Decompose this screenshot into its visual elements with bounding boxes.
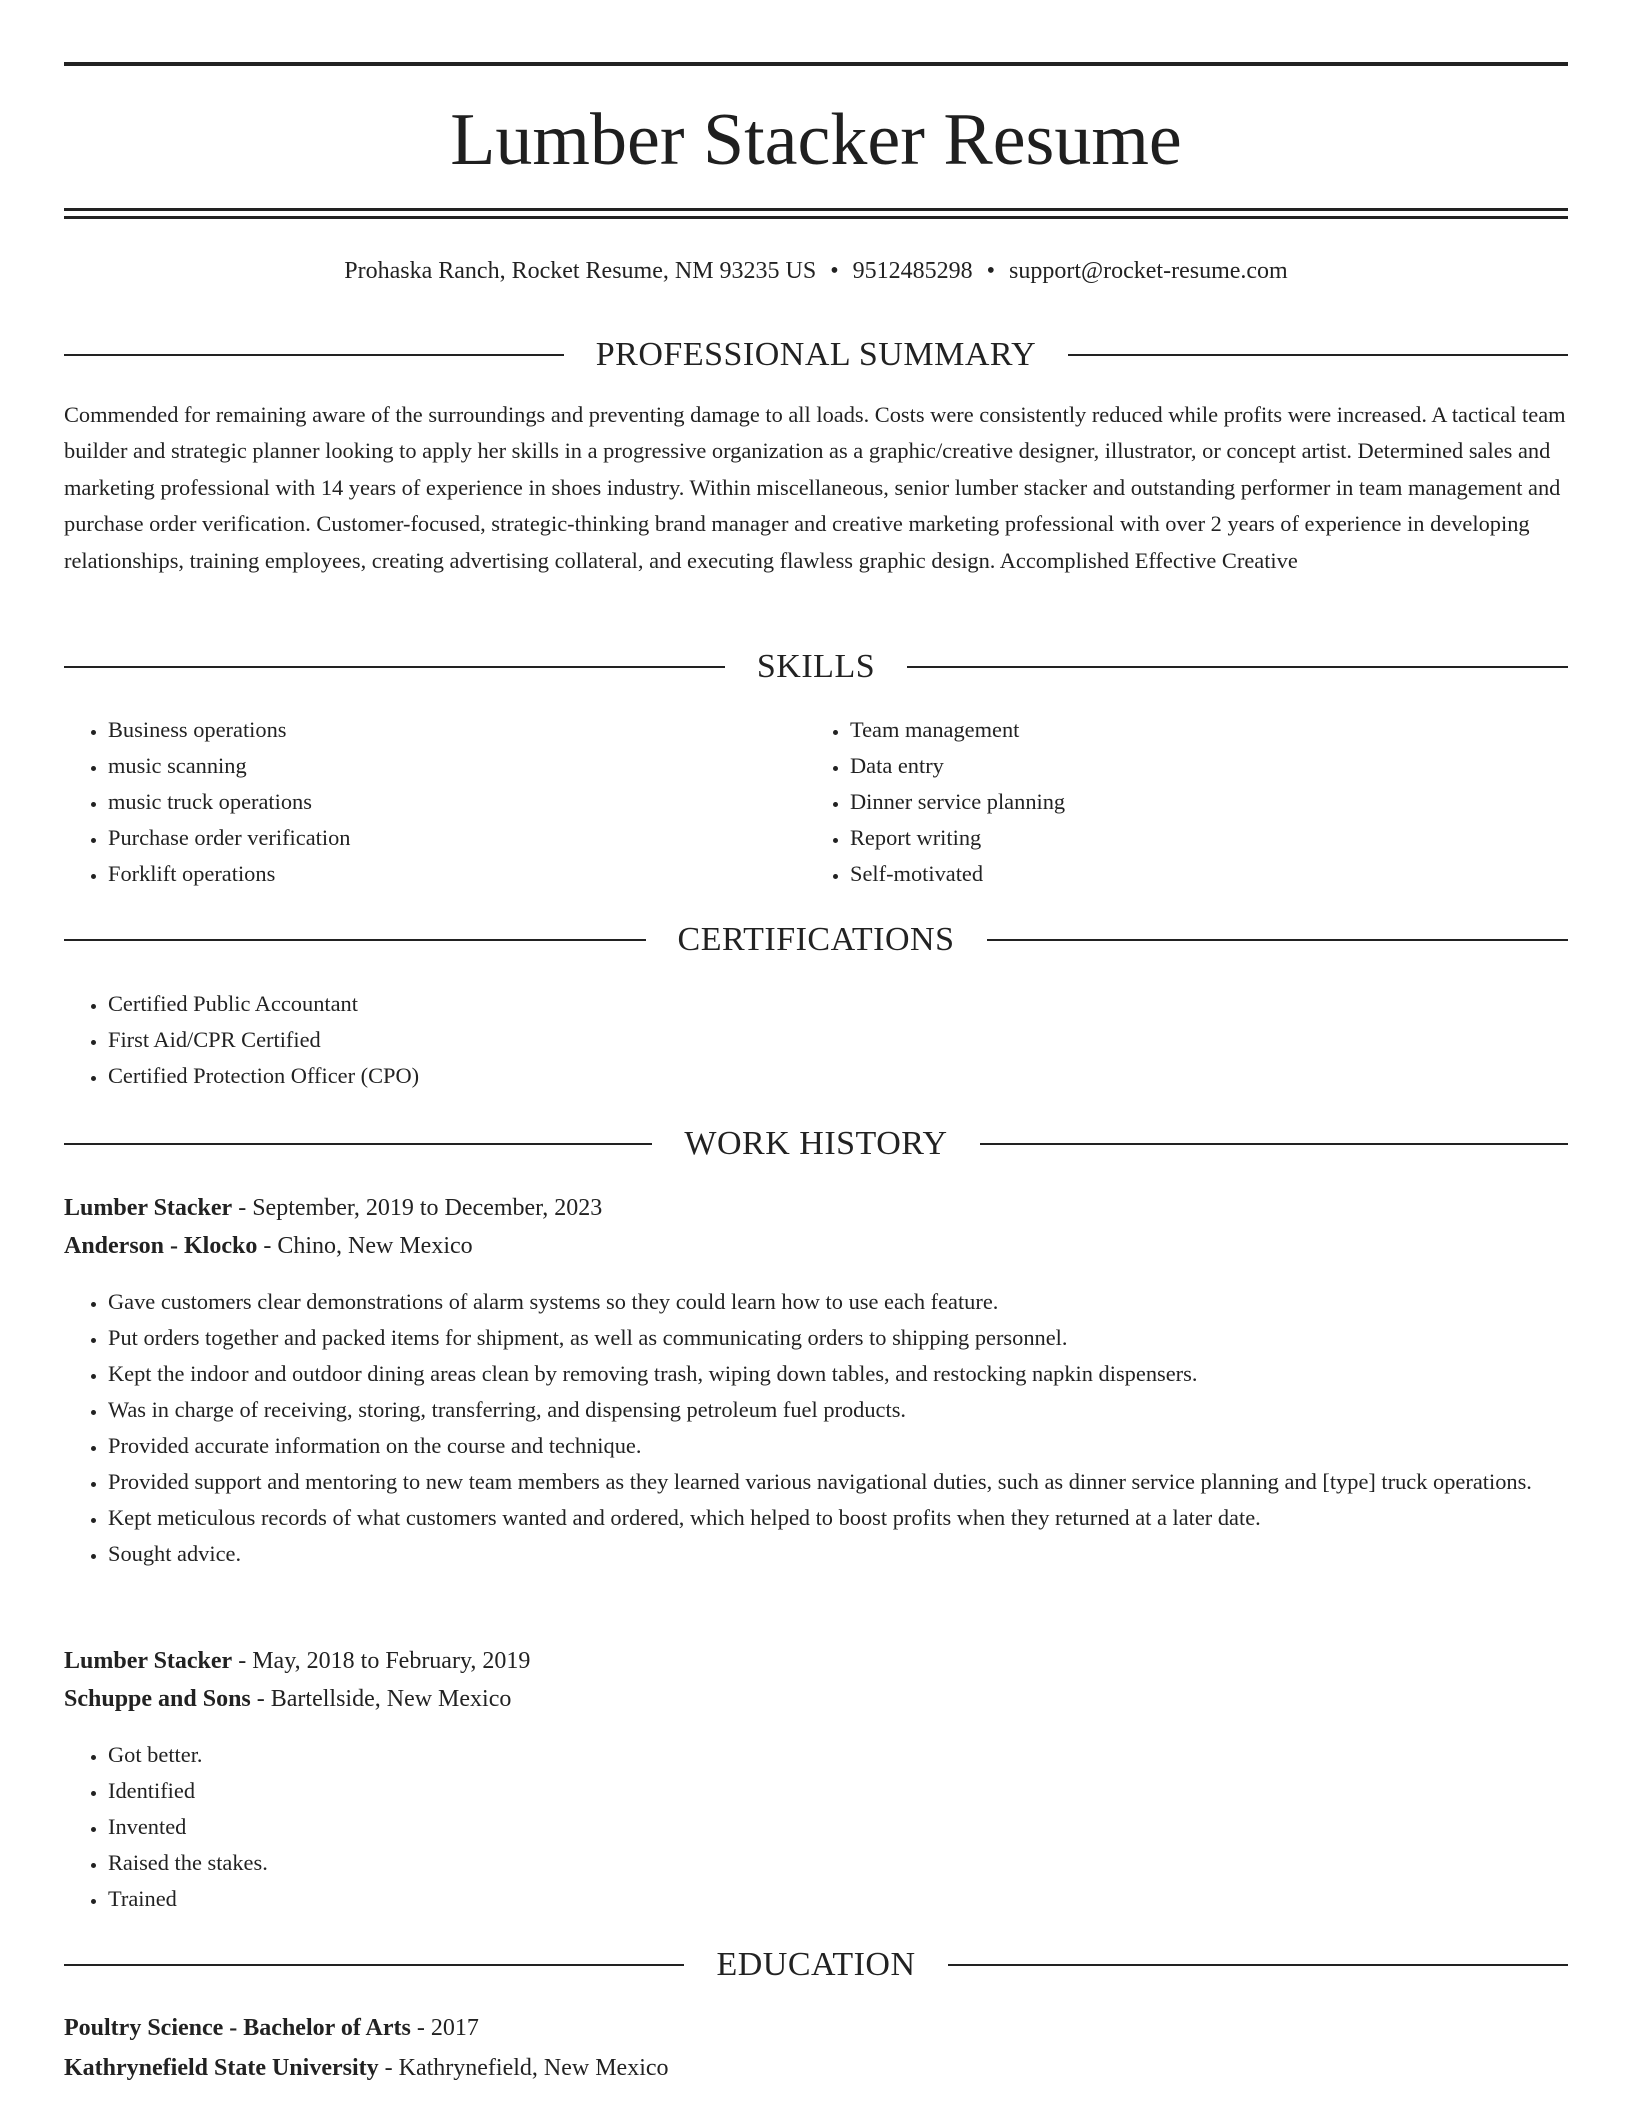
- job-bullet: • Provided accurate information on the course and technique.: [108, 1428, 1568, 1464]
- skill-item: • Business operations: [108, 712, 808, 748]
- section-heading-skills: [64, 647, 1568, 687]
- certification-item: • Certified Protection Officer (CPO): [108, 1058, 1568, 1094]
- skill-item: • Self-motivated: [850, 856, 1550, 892]
- title-rule-upper: [64, 208, 1568, 211]
- job-company: Anderson - Klocko: [64, 1233, 258, 1259]
- job-bullet: • Kept the indoor and outdoor dining areas clean by removing trash, wiping down tables, and restocking napkin dispensers.: [108, 1356, 1568, 1392]
- skill-item: • Report writing: [850, 820, 1550, 856]
- section-heading-summary: [64, 335, 1568, 375]
- job-bullets: [64, 1737, 1568, 1917]
- job-title: Lumber Stacker: [64, 1648, 233, 1674]
- skill-item: • Data entry: [850, 748, 1550, 784]
- education-school-line: [64, 2052, 669, 2084]
- education-year: - 2017: [410, 2015, 479, 2041]
- job-bullet: • Identified: [108, 1773, 1568, 1809]
- job-dates: - September, 2019 to December, 2023: [232, 1195, 603, 1221]
- heading-rule-left: [64, 939, 646, 941]
- skill-item: • Team management: [850, 712, 1550, 748]
- contact-email: support@rocket-resume.com: [1009, 258, 1288, 284]
- skills-list-right: [806, 712, 1550, 892]
- job-title-line: [64, 1645, 530, 1677]
- heading-rule-left: [64, 354, 564, 356]
- job-bullet: • Invented: [108, 1809, 1568, 1845]
- heading-label: CERTIFICATIONS: [677, 921, 955, 958]
- contact-separator: •: [830, 258, 839, 284]
- job-title: Lumber Stacker: [64, 1195, 233, 1221]
- education-degree-line: [64, 2012, 479, 2044]
- certification-item: • First Aid/CPR Certified: [108, 1022, 1568, 1058]
- heading-rule-left: [64, 1964, 684, 1966]
- heading-label: SKILLS: [756, 648, 876, 685]
- section-heading-education: [64, 1945, 1568, 1985]
- contact-address: Prohaska Ranch, Rocket Resume, NM 93235 US: [344, 258, 817, 284]
- title-rule-lower: [64, 216, 1568, 219]
- resume-title: Lumber Stacker Resume: [450, 99, 1182, 181]
- heading-rule-right: [987, 939, 1569, 941]
- section-heading-certifications: [64, 920, 1568, 960]
- heading-rule-left: [64, 666, 725, 668]
- skills-list-left: [64, 712, 808, 892]
- job-location: - Chino, New Mexico: [257, 1233, 473, 1259]
- job-bullet: • Gave customers clear demonstrations of alarm systems so they could learn how to use each feature.: [108, 1284, 1568, 1320]
- skill-item: • music truck operations: [108, 784, 808, 820]
- heading-label: EDUCATION: [716, 1946, 916, 1983]
- contact-separator: •: [986, 258, 996, 284]
- education-degree: Poultry Science - Bachelor of Arts: [64, 2015, 411, 2041]
- job-title-line: [64, 1192, 602, 1224]
- job-bullet: • Sought advice.: [108, 1536, 1568, 1572]
- job-bullets: [64, 1284, 1568, 1572]
- skill-item: • Dinner service planning: [850, 784, 1550, 820]
- job-bullet: • Trained: [108, 1881, 1568, 1917]
- contact-phone: 9512485298: [852, 258, 973, 284]
- certifications-list: [64, 986, 1568, 1094]
- section-heading-work-history: [64, 1124, 1568, 1164]
- top-rule: [64, 62, 1568, 66]
- education-location: - Kathrynefield, New Mexico: [378, 2055, 669, 2081]
- heading-rule-right: [907, 666, 1568, 668]
- heading-rule-right: [980, 1143, 1568, 1145]
- job-bullet: • Got better.: [108, 1737, 1568, 1773]
- job-dates: - May, 2018 to February, 2019: [232, 1648, 531, 1674]
- heading-rule-right: [1068, 354, 1568, 356]
- heading-rule-right: [948, 1964, 1568, 1966]
- certification-item: • Certified Public Accountant: [108, 986, 1568, 1022]
- job-company: Schuppe and Sons: [64, 1686, 251, 1712]
- skill-item: • music scanning: [108, 748, 808, 784]
- heading-rule-left: [64, 1143, 652, 1145]
- job-bullet: • Raised the stakes.: [108, 1845, 1568, 1881]
- job-location: - Bartellside, New Mexico: [250, 1686, 512, 1712]
- skill-item: • Forklift operations: [108, 856, 808, 892]
- job-bullet: • Kept meticulous records of what customers wanted and ordered, which helped to boost profits when they returned at a later date.: [108, 1500, 1568, 1536]
- job-bullet: • Was in charge of receiving, storing, transferring, and dispensing petroleum fuel products.: [108, 1392, 1568, 1428]
- heading-label: PROFESSIONAL SUMMARY: [595, 336, 1037, 373]
- skill-item: • Purchase order verification: [108, 820, 808, 856]
- job-company-line: [64, 1683, 511, 1715]
- contact-line: [64, 256, 1568, 286]
- job-bullet: • Put orders together and packed items for shipment, as well as communicating orders to shipping personnel.: [108, 1320, 1568, 1356]
- summary-text: Commended for remaining aware of the surroundings and preventing damage to all loads. Costs were consistently reduced while profits were increased. A tactical team builder and strategic planner looking to apply her skills in a progressive organization as a graphic/creative designer, illustrator, or concept artist. Determined sales and marketing professional with 14 years of experience in shoes industry. Within miscellaneous, senior lumber stacker and outstanding performer in team management and purchase order verification. Customer-focused, strategic-thinking brand manager and creative marketing professional with over 2 years of experience in developing relationships, training employees, creating advertising collateral, and executing flawless graphic design. Accomplished Effective Creative: [64, 402, 1566, 573]
- heading-label: WORK HISTORY: [684, 1125, 948, 1162]
- job-company-line: [64, 1230, 473, 1262]
- job-bullet: • Provided support and mentoring to new team members as they learned various navigational duties, such as dinner service planning and [type] truck operations.: [108, 1464, 1568, 1500]
- education-school: Kathrynefield State University: [64, 2055, 379, 2081]
